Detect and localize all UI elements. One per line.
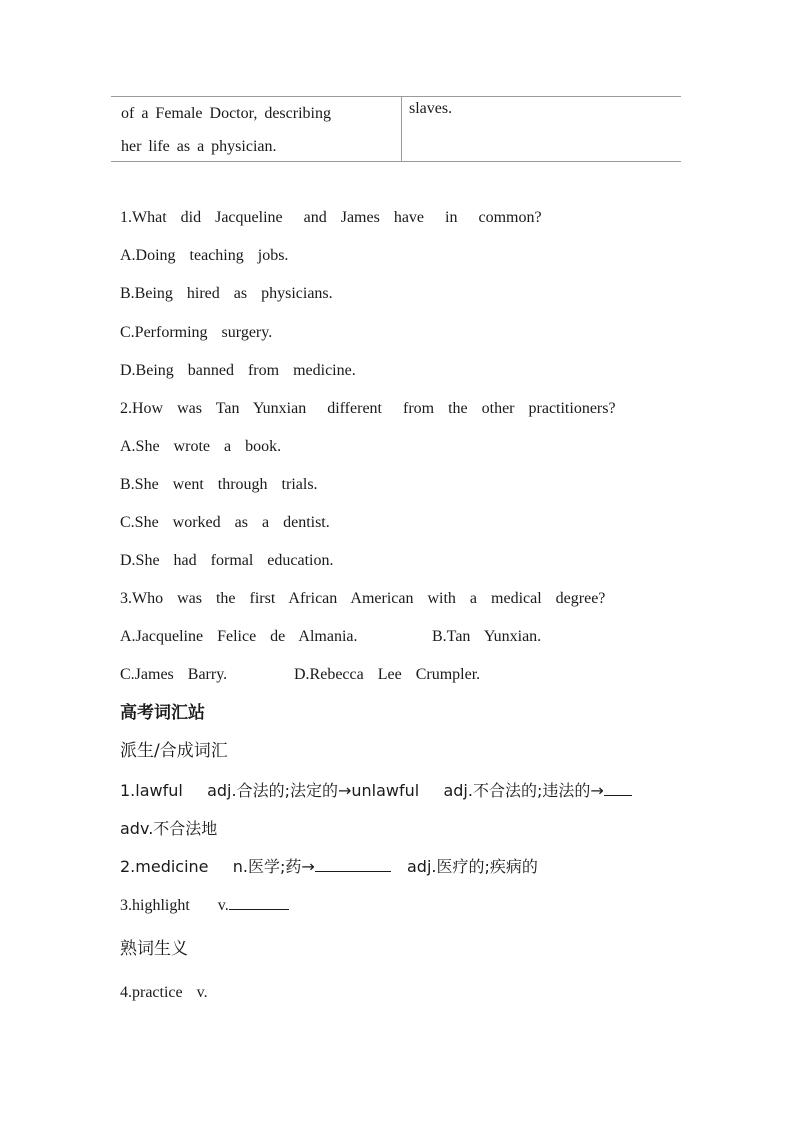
vocab-title: 高考词汇站 [120,703,205,723]
table-right-cell: slaves. [409,100,453,117]
question-3-stem: 3.Who was the first African American with a medical degree? [120,590,606,607]
vocab-item-3-prefix: 3.highlight v. [120,897,229,914]
vocab-item-2-blank[interactable] [315,856,391,872]
vocab-item-2-prefix: 2.medicine n.医学;药→ [120,857,315,876]
question-1-option-c: C.Performing surgery. [120,324,273,341]
vocab-item-3-blank[interactable] [229,894,289,910]
vocab-section-new-meanings: 熟词生义 [120,939,188,959]
question-3-option-a: A.Jacqueline Felice de Almania. [120,628,358,645]
vocab-section-derivatives: 派生/合成词汇 [120,741,228,761]
question-2-option-b: B.She went through trials. [120,476,318,493]
vocab-item-2-suffix: adj.医疗的;疾病的 [390,857,538,876]
question-2-option-a: A.She wrote a book. [120,438,282,455]
vocab-item-4: 4.practice v. [120,984,208,1001]
vocab-item-1-text: 1.lawful adj.合法的;法定的→unlawful adj.不合法的;违法的→ [120,781,604,800]
vocab-item-1-blank[interactable] [604,780,632,796]
question-3-option-d: D.Rebecca Lee Crumpler. [294,666,481,683]
question-1-option-b: B.Being hired as physicians. [120,285,333,302]
question-3-option-b: B.Tan Yunxian. [432,628,542,645]
table-divider [401,97,402,161]
question-2-option-d: D.She had formal education. [120,552,334,569]
question-3-option-c: C.James Barry. [120,666,228,683]
question-1-stem: 1.What did Jacqueline and James have in common? [120,209,542,226]
table-left-line-2: her life as a physician. [121,138,277,155]
table-left-line-1: of a Female Doctor, describing [121,105,331,122]
question-2-option-c: C.She worked as a dentist. [120,514,330,531]
question-2-stem: 2.How was Tan Yunxian different from the other practitioners? [120,400,616,417]
vocab-item-1-line-1 [120,780,632,802]
question-1-option-d: D.Being banned from medicine. [120,362,356,379]
top-table [111,96,681,162]
vocab-item-2 [120,856,538,878]
question-1-option-a: A.Doing teaching jobs. [120,247,289,264]
vocab-item-3 [120,894,289,916]
vocab-item-1-adv: adv.不合法地 [120,819,218,838]
table-left-cell [121,97,391,163]
vocab-item-1-line-2 [120,818,217,840]
